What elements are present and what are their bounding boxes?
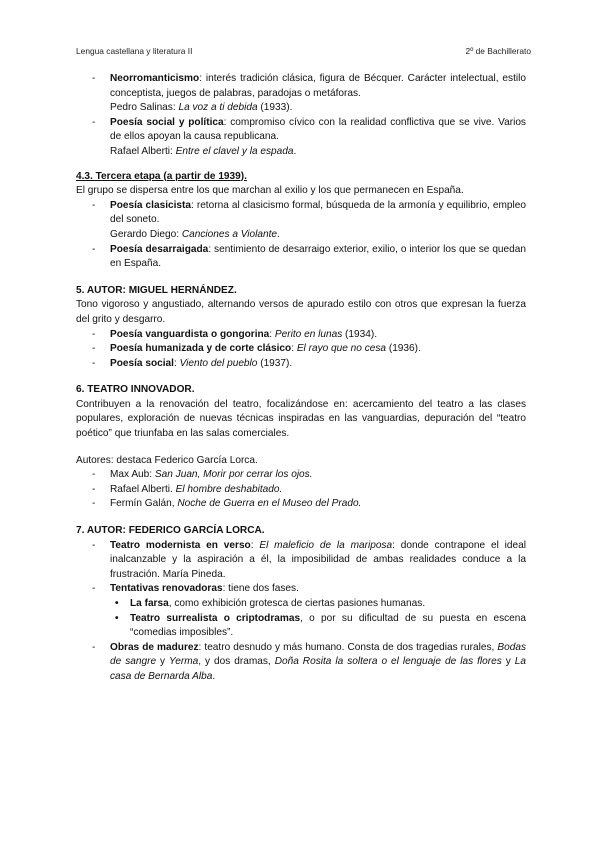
section-intro: Contribuyen a la renovación del teatro, focalizándose en: acercamiento del teatro a las clases populares, exploración de nuevas técnicas inspiradas en las vanguardias, depuración del “teatro poético” que triunfaba en las salas comerciales. bbox=[76, 398, 526, 440]
list-item bbox=[110, 357, 526, 372]
item-work: Canciones a Violante bbox=[181, 228, 278, 240]
header-course: 2º de Bachillerato bbox=[465, 46, 531, 56]
item-work: San Juan, Morir por cerrar los ojos. bbox=[154, 469, 313, 481]
item-author: Pedro Salinas: bbox=[110, 102, 179, 114]
item-work: La casa de Bernarda Alba bbox=[110, 656, 526, 682]
section-title-5: 5. AUTOR: MIGUEL HERNÁNDEZ. bbox=[76, 284, 237, 296]
section-title-4-3: 4.3. Tercera etapa (a partir de 1939). bbox=[76, 170, 247, 182]
item-suffix: (1936). bbox=[386, 343, 421, 355]
item-work: El rayo que no cesa bbox=[296, 343, 387, 355]
item-text: : sentimiento de desarraigo exterior, exilio, o interior los que se quedan en España. bbox=[110, 243, 526, 270]
item-text: : tiene dos fases. bbox=[222, 583, 299, 595]
authors-list bbox=[76, 468, 526, 512]
list-item bbox=[110, 468, 526, 483]
section-title-7: 7. AUTOR: FEDERICO GARCÍA LORCA. bbox=[76, 525, 265, 537]
list-item bbox=[110, 483, 526, 498]
lorca-works-list bbox=[76, 539, 526, 685]
item-sep: : bbox=[269, 328, 275, 340]
item-work: Noche de Guerra en el Museo del Prado. bbox=[177, 498, 362, 510]
page-header bbox=[76, 46, 531, 56]
item-suffix: (1937). bbox=[257, 357, 293, 369]
item-suffix: (1933). bbox=[257, 102, 293, 114]
item-term: Poesía social y política bbox=[110, 116, 224, 128]
item-sep: : bbox=[250, 539, 260, 551]
authors-line: Autores: destaca Federico García Lorca. bbox=[76, 454, 258, 466]
item-work: Perito en lunas bbox=[274, 328, 343, 340]
sub-list bbox=[110, 597, 526, 641]
item-term: Teatro surrealista o criptodramas bbox=[130, 612, 301, 624]
section-intro: Tono vigoroso y angustiado, alternando versos de apurado estilo con otros que expresan la fuerza del grito y desgarro. bbox=[76, 299, 526, 325]
item-work: Bodas de sangre bbox=[110, 641, 526, 668]
item-work: Yerma bbox=[169, 656, 199, 668]
item-author: Fermín Galán, bbox=[110, 498, 178, 510]
item-text: y bbox=[156, 656, 170, 668]
item-term: Poesía vanguardista o gongorina bbox=[110, 328, 270, 340]
list-item bbox=[110, 582, 526, 640]
section-intro: El grupo se dispersa entre los que marchan al exilio y los que permanecen en España. bbox=[76, 185, 464, 197]
sub-list-item bbox=[130, 612, 526, 641]
movement-list bbox=[76, 72, 526, 160]
item-sep: : bbox=[291, 343, 297, 355]
movement-list bbox=[76, 199, 526, 272]
list-item bbox=[110, 199, 526, 243]
item-text: : compromiso cívico con la realidad conflictiva que se vive. Varios de ellos apoyan la causa republicana. bbox=[110, 116, 526, 143]
works-list bbox=[76, 328, 526, 372]
item-term: Teatro modernista en verso bbox=[110, 539, 251, 551]
item-text: : donde contrapone el ideal inalcanzable y la aspiración a él, la imposibilidad de ambas realidades conduce a la frustración. María Pineda. bbox=[110, 539, 526, 580]
item-term: Tentativas renovadoras bbox=[110, 583, 223, 595]
item-author: Rafael Alberti: bbox=[110, 145, 176, 157]
sub-list-item bbox=[130, 597, 526, 612]
list-item bbox=[110, 72, 526, 116]
list-item bbox=[110, 116, 526, 160]
item-work: Entre el clavel y la espada bbox=[175, 145, 294, 157]
list-item bbox=[110, 243, 526, 272]
list-item bbox=[110, 641, 526, 685]
header-subject: Lengua castellana y literatura II bbox=[76, 46, 193, 56]
item-term: Poesía social bbox=[110, 357, 174, 369]
item-work: La voz a ti debida bbox=[178, 102, 258, 114]
list-item bbox=[110, 328, 526, 343]
item-text: , como exhibición grotesca de ciertas pasiones humanas. bbox=[168, 598, 426, 609]
item-suffix: (1934). bbox=[342, 328, 378, 340]
item-text: . bbox=[212, 670, 216, 682]
item-sep: : bbox=[173, 357, 180, 369]
list-item bbox=[110, 539, 526, 583]
section-title-6: 6. TEATRO INNOVADOR. bbox=[76, 384, 195, 396]
item-author: Gerardo Diego: bbox=[110, 228, 182, 240]
item-term: Poesía desarraigada bbox=[110, 243, 209, 255]
list-item bbox=[110, 342, 526, 357]
item-text: : retorna al clasicismo formal, búsqueda de la armonía y equilibrio, empleo del soneto. bbox=[110, 199, 526, 226]
item-text: , y dos dramas, bbox=[198, 656, 275, 668]
item-text: , o por su dificultad de su puesta en escena “comedias imposibles”. bbox=[130, 612, 527, 639]
item-work: Doña Rosita la soltera o el lenguaje de las flores bbox=[274, 656, 502, 668]
item-term: Poesía humanizada y de corte clásico bbox=[110, 343, 292, 355]
page-content bbox=[76, 72, 526, 685]
item-author: Max Aub: bbox=[110, 469, 155, 481]
item-work: Viento del pueblo bbox=[179, 357, 258, 369]
item-text: y bbox=[501, 656, 515, 668]
item-work: El maleficio de la mariposa bbox=[259, 539, 393, 551]
item-term: La farsa bbox=[130, 598, 169, 609]
item-suffix: . bbox=[293, 145, 297, 157]
item-term: Neorromanticismo bbox=[110, 73, 200, 84]
item-text: : interés tradición clásica, figura de Bécquer. Carácter intelectual, estilo conceptista, juegos de palabras, paradojas o metáforas. bbox=[110, 73, 526, 99]
item-term: Obras de madurez bbox=[110, 641, 199, 653]
item-work: El hombre deshabitado. bbox=[175, 483, 283, 495]
item-suffix: . bbox=[277, 228, 280, 240]
item-term: Poesía clasicista bbox=[110, 199, 192, 211]
item-text: : teatro desnudo y más humano. Consta de dos tragedias rurales, bbox=[198, 641, 498, 653]
list-item bbox=[110, 497, 526, 512]
item-author: Rafael Alberti. bbox=[110, 483, 176, 495]
